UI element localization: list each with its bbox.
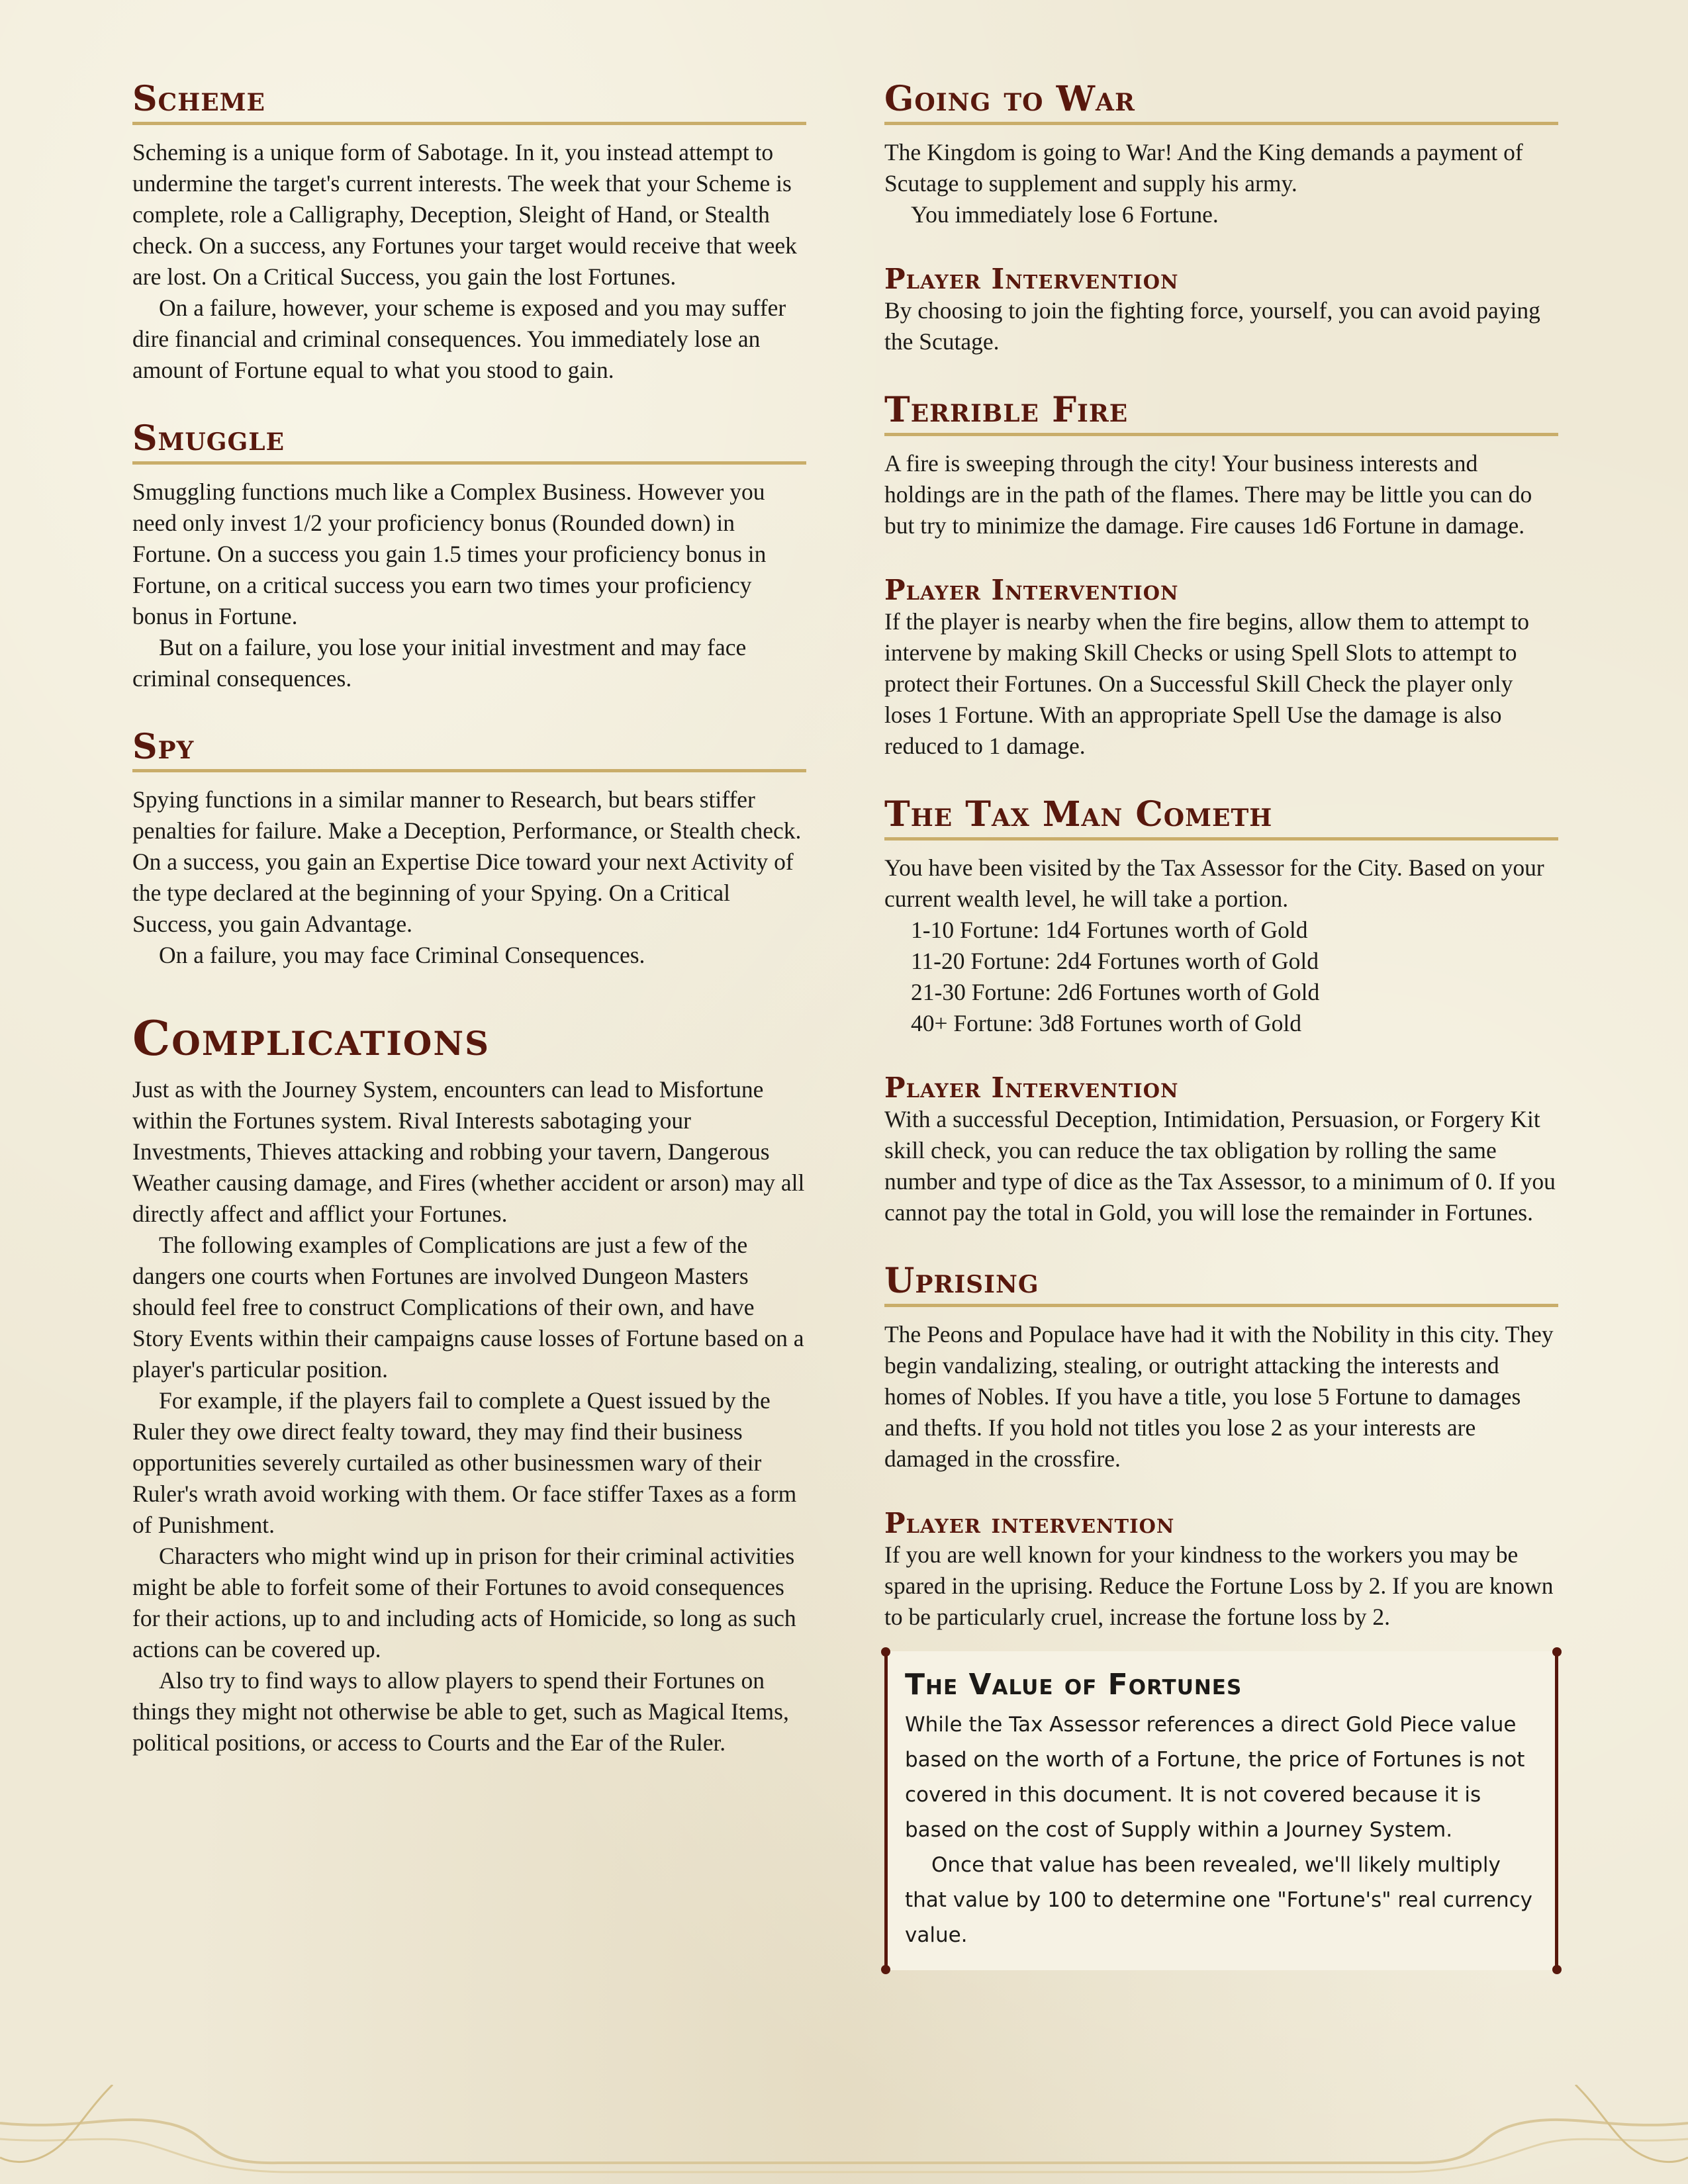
footer-swirl-line [0, 2120, 1688, 2163]
tax-rate-row: 11-20 Fortune: 2d4 Fortunes worth of Gold [911, 947, 1319, 974]
tax-player-intervention-title: Player Intervention [884, 1071, 1179, 1104]
tax-rate-row: 21-30 Fortune: 2d6 Fortunes worth of Gold [911, 978, 1320, 1005]
sidebar-corner-knob [881, 1647, 890, 1657]
sidebar-corner-knob [1552, 1647, 1562, 1657]
complications-paragraph-1: Just as with the Journey System, encounters can lead to Misfortune within the Fortunes system. Rival Interests sabotaging your Investments, Thieves attacking and robbing your tavern, Dangerous Weather causing damage, and Fires (whether accident or arson) may all directly affect and afflict your Fortunes. [132, 1075, 805, 1227]
right-column [884, 79, 1558, 1970]
complications-paragraph-2: The following examples of Complications are just a few of the dangers one courts when Fortunes are involved Dungeon Masters should feel free to construct Complications of their own, and have Story Events within their campaigns cause losses of Fortune based on a player's particular position. [132, 1231, 804, 1383]
scheme-paragraph-2: On a failure, however, your scheme is exposed and you may suffer dire financial and criminal consequences. You immediately lose an amount of Fortune equal to what you stood to gain. [132, 294, 786, 383]
section-title-spy: Spy [132, 727, 806, 773]
sidebar-paragraph-2: Once that value has been revealed, we'll likely multiply that value by 100 to determine one "Fortune's" real currency value. [905, 1852, 1532, 1947]
section-title-uprising: Uprising [884, 1261, 1558, 1307]
footer-ornament [0, 2085, 1688, 2184]
sidebar-title: The Value of Fortunes [905, 1668, 1243, 1702]
tax-paragraph-1: You have been visited by the Tax Assessor for the City. Based on your current wealth level, he will take a portion. [884, 854, 1544, 912]
left-column [132, 79, 806, 1758]
fire-paragraph-1: A fire is sweeping through the city! Your business interests and holdings are in the path of the flames. There may be little you can do but try to minimize the damage. Fire causes 1d6 Fortune in damage. [884, 449, 1532, 539]
uprising-paragraph-1: The Peons and Populace have had it with the Nobility in this city. They begin vandalizing, stealing, or outright attacking the interests and homes of Nobles. If you have a title, you lose 5 Fortune to damages and thefts. If you hold not titles you lose 2 as your interests are damaged in the crossfire. [884, 1321, 1554, 1473]
section-title-terrible-fire: Terrible Fire [884, 390, 1558, 436]
fire-player-intervention-title: Player Intervention [884, 573, 1179, 606]
fire-intervention-paragraph: If the player is nearby when the fire begins, allow them to attempt to intervene by making Skill Checks or using Spell Slots to attempt to protect their Fortunes. On a Successful Skill Check the player only loses 1 Fortune. With an appropriate Spell Use the damage is also reduced to 1 damage. [884, 608, 1529, 760]
footer-swirl-line [0, 2139, 1688, 2172]
section-title-tax-man: The Tax Man Cometh [884, 795, 1558, 841]
war-paragraph-1: The Kingdom is going to War! And the King demands a payment of Scutage to supplement and supply his army. [884, 138, 1523, 197]
war-player-intervention-title: Player Intervention [884, 262, 1179, 295]
section-title-scheme: Scheme [132, 79, 806, 125]
spy-paragraph-2: On a failure, you may face Criminal Consequences. [159, 942, 645, 969]
scheme-paragraph-1: Scheming is a unique form of Sabotage. In it, you instead attempt to undermine the target's current interests. The week that your Scheme is complete, role a Calligraphy, Deception, Sleight of Hand, or Stealth check. On a success, any Fortunes your target would receive that week are lost. On a Critical Success, you gain the lost Fortunes. [132, 138, 797, 290]
sidebar-paragraph-1: While the Tax Assessor references a direct Gold Piece value based on the worth of a Fortune, the price of Fortunes is not covered in this document. It is not covered because it is based on the cost of Supply within a Journey System. [905, 1712, 1525, 1842]
tax-rate-row: 1-10 Fortune: 1d4 Fortunes worth of Gold [911, 916, 1308, 943]
smuggle-paragraph-1: Smuggling functions much like a Complex Business. However you need only invest 1/2 your proficiency bonus (Rounded down) in Fortune. On a success you gain 1.5 times your proficiency bonus in Fortune, on a critical success you earn two times your proficiency bonus in Fortune. [132, 478, 767, 629]
complications-paragraph-3: For example, if the players fail to complete a Quest issued by the Ruler they owe direct fealty toward, they may find their business opportunities severely curtailed as other businessmen wary of their Ruler's wrath avoid working with them. Or face stiffer Taxes as a form of Punishment. [132, 1387, 797, 1538]
tax-intervention-paragraph: With a successful Deception, Intimidation, Persuasion, or Forgery Kit skill check, you can reduce the tax obligation by rolling the same number and type of dice as the Tax Assessor, to a minimum of 0. If you cannot pay the total in Gold, you will lose the remainder in Fortunes. [884, 1106, 1556, 1226]
war-paragraph-2: You immediately lose 6 Fortune. [911, 201, 1219, 228]
war-intervention-paragraph: By choosing to join the fighting force, yourself, you can avoid paying the Scutage. [884, 297, 1540, 355]
sidebar-corner-knob [881, 1965, 890, 1974]
tax-rate-row: 40+ Fortune: 3d8 Fortunes worth of Gold [911, 1009, 1301, 1036]
sidebar-corner-knob [1552, 1965, 1562, 1974]
section-title-going-to-war: Going to War [884, 79, 1558, 125]
chapter-title-complications: Complications [132, 1010, 491, 1067]
smuggle-paragraph-2: But on a failure, you lose your initial investment and may face criminal consequences. [132, 633, 747, 692]
sidebar-value-of-fortunes [884, 1651, 1558, 1970]
spy-paragraph-1: Spying functions in a similar manner to Research, but bears stiffer penalties for failure. Make a Deception, Performance, or Stealth check. On a success, you gain an Expertise Dice toward your next Activity of the type declared at the beginning of your Spying. On a Critical Success, you gain Advantage. [132, 786, 802, 938]
uprising-player-intervention-title: Player intervention [884, 1507, 1175, 1540]
complications-paragraph-5: Also try to find ways to allow players to spend their Fortunes on things they might not otherwise be able to get, such as Magical Items, political positions, or access to Courts and the Ear of the Ruler. [132, 1666, 789, 1756]
uprising-intervention-paragraph: If you are well known for your kindness to the workers you may be spared in the uprising. Reduce the Fortune Loss by 2. If you are known to be particularly cruel, increase the fortune loss by 2. [884, 1541, 1554, 1631]
complications-paragraph-4: Characters who might wind up in prison for their criminal activities might be able to forfeit some of their Fortunes to avoid consequences for their actions, up to and including acts of Homicide, so long as such actions can be covered up. [132, 1542, 796, 1662]
section-title-smuggle: Smuggle [132, 419, 806, 465]
